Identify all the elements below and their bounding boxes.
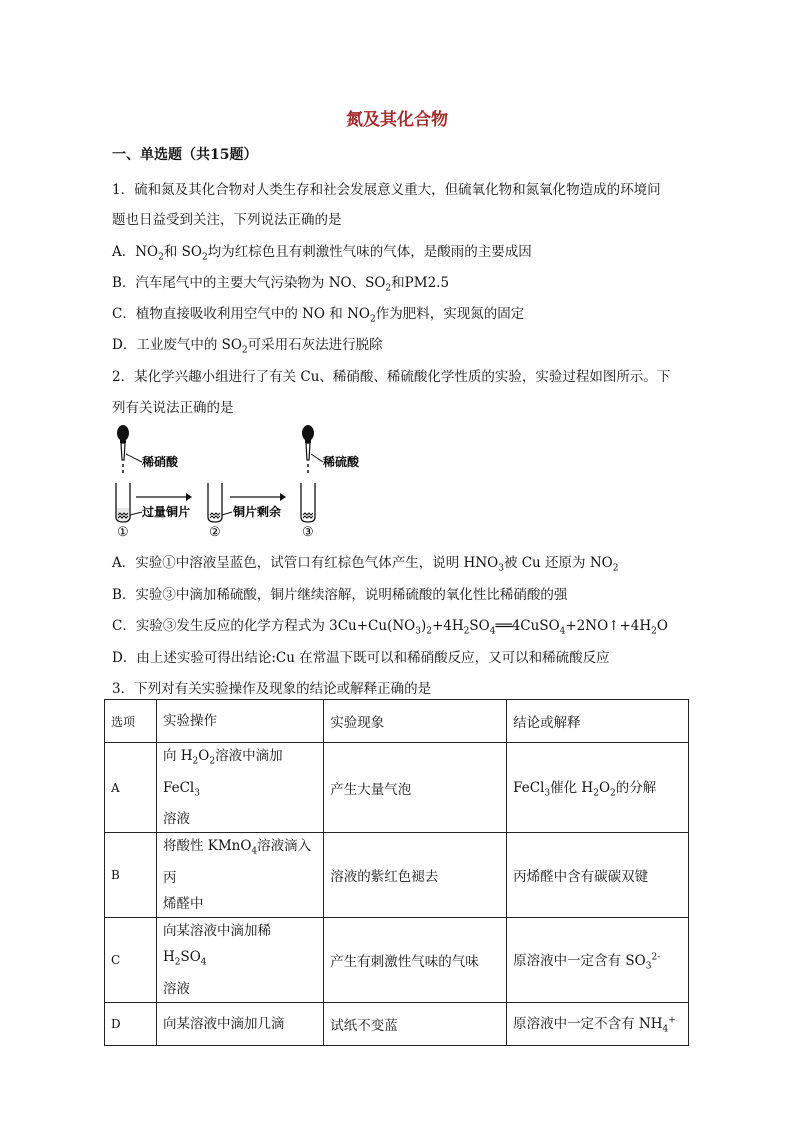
q3-stem: 3．下列对有关实验操作及现象的结论或解释正确的是	[112, 681, 432, 697]
row-b-phenomenon: 溶液的紫红色褪去	[324, 833, 507, 918]
row-a-operation: 向 $H_2O_2$溶液中滴加 FeCl$_3$ 溶液	[156, 743, 323, 833]
test-tube-1	[116, 483, 130, 522]
row-d-conclusion: 原溶液中一定不含有 $NH_4^+$	[507, 1002, 689, 1045]
q1-option-a: A．$NO_2$和 $SO_2$均为红棕色且有刺激性气味的气体，是酸雨的主要成因	[112, 244, 532, 263]
row-b-option: B	[105, 833, 157, 918]
section-heading: 一、单选题（共15题）	[112, 147, 258, 163]
label-nitric-acid: 稀硝酸	[142, 455, 179, 469]
test-tube-3	[301, 483, 315, 522]
table-row	[105, 1002, 689, 1045]
row-b-operation: 将酸性 KMnO$_4$溶液滴入丙 烯醛中	[156, 833, 323, 918]
row-a-option: A	[105, 743, 157, 833]
tube-1-number: ①	[117, 525, 129, 540]
q1-option-d: D．工业废气中的 $SO_2$可采用石灰法进行脱除	[112, 337, 383, 356]
row-a-phenomenon: 产生大量气泡	[324, 743, 507, 833]
q2-option-c: C．实验③发生反应的化学方程式为 $3Cu+Cu(NO_3)_2+4H_2SO_4══4CuSO_4+2NO↑+4H_2O$	[112, 618, 668, 637]
header-phenomenon: 实验现象	[324, 700, 507, 743]
q2-option-a: A．实验①中溶液呈蓝色，试管口有红棕色气体产生，说明 $HNO_3$被 Cu 还原为 $NO_2$	[112, 555, 619, 574]
table-row	[105, 833, 689, 918]
header-operation: 实验操作	[156, 700, 323, 743]
q2-stem-line2: 列有关说法正确的是	[112, 400, 234, 416]
page-title: 氮及其化合物	[346, 110, 448, 130]
row-b-conclusion: 丙烯醛中含有碳碳双键	[507, 833, 689, 918]
dropper-1	[117, 425, 142, 476]
test-tube-2	[208, 483, 222, 522]
label-excess-copper: 过量铜片	[142, 505, 191, 519]
row-c-conclusion: 原溶液中一定含有 $SO_3^{2-}$	[507, 918, 689, 1003]
row-d-phenomenon: 试纸不变蓝	[324, 1002, 507, 1045]
label-sulfuric-acid: 稀硫酸	[323, 455, 360, 469]
row-a-conclusion: FeCl$_3$催化 $H_2O_2$的分解	[507, 743, 689, 833]
q1-option-b: B．汽车尾气中的主要大气污染物为 NO、$SO_2$和PM2.5	[112, 275, 450, 294]
dropper-2	[302, 425, 323, 476]
q1-option-c: C．植物直接吸收利用空气中的 NO 和 $NO_2$作为肥料，实现氮的固定	[112, 306, 525, 325]
table-header-row	[105, 700, 689, 743]
q2-stem-line1: 2．某化学兴趣小组进行了有关 Cu、稀硝酸、稀硫酸化学性质的实验，实验过程如图所示。下	[112, 369, 671, 385]
header-option: 选项	[105, 700, 157, 743]
label-copper-remaining: 铜片剩余	[233, 505, 282, 519]
table-row	[105, 743, 689, 833]
row-d-operation: 向某溶液中滴加几滴	[156, 1002, 323, 1045]
row-c-operation: 向某溶液中滴加稀 $H_2SO_4$ 溶液	[156, 918, 323, 1003]
row-d-option: D	[105, 1002, 157, 1045]
experiment-table	[104, 699, 689, 1046]
header-conclusion: 结论或解释	[507, 700, 689, 743]
row-c-phenomenon: 产生有刺激性气味的气味	[324, 918, 507, 1003]
arrow-2	[230, 493, 286, 501]
q1-stem-line1: 1．硫和氮及其化合物对人类生存和社会发展意义重大，但硫氧化物和氮氧化物造成的环境问	[112, 182, 661, 198]
arrow-1	[136, 493, 192, 501]
q1-stem-line2: 题也日益受到关注，下列说法正确的是	[112, 212, 342, 228]
tube-3-number: ③	[302, 525, 314, 540]
table-row	[105, 918, 689, 1003]
q2-option-d: D．由上述实验可得出结论:Cu 在常温下既可以和稀硝酸反应，又可以和稀硫酸反应	[112, 650, 610, 666]
tube-2-number: ②	[209, 525, 221, 540]
experiment-figure	[112, 420, 372, 542]
row-c-option: C	[105, 918, 157, 1003]
q2-option-b: B．实验③中滴加稀硫酸，铜片继续溶解，说明稀硫酸的氧化性比稀硝酸的强	[112, 587, 568, 603]
